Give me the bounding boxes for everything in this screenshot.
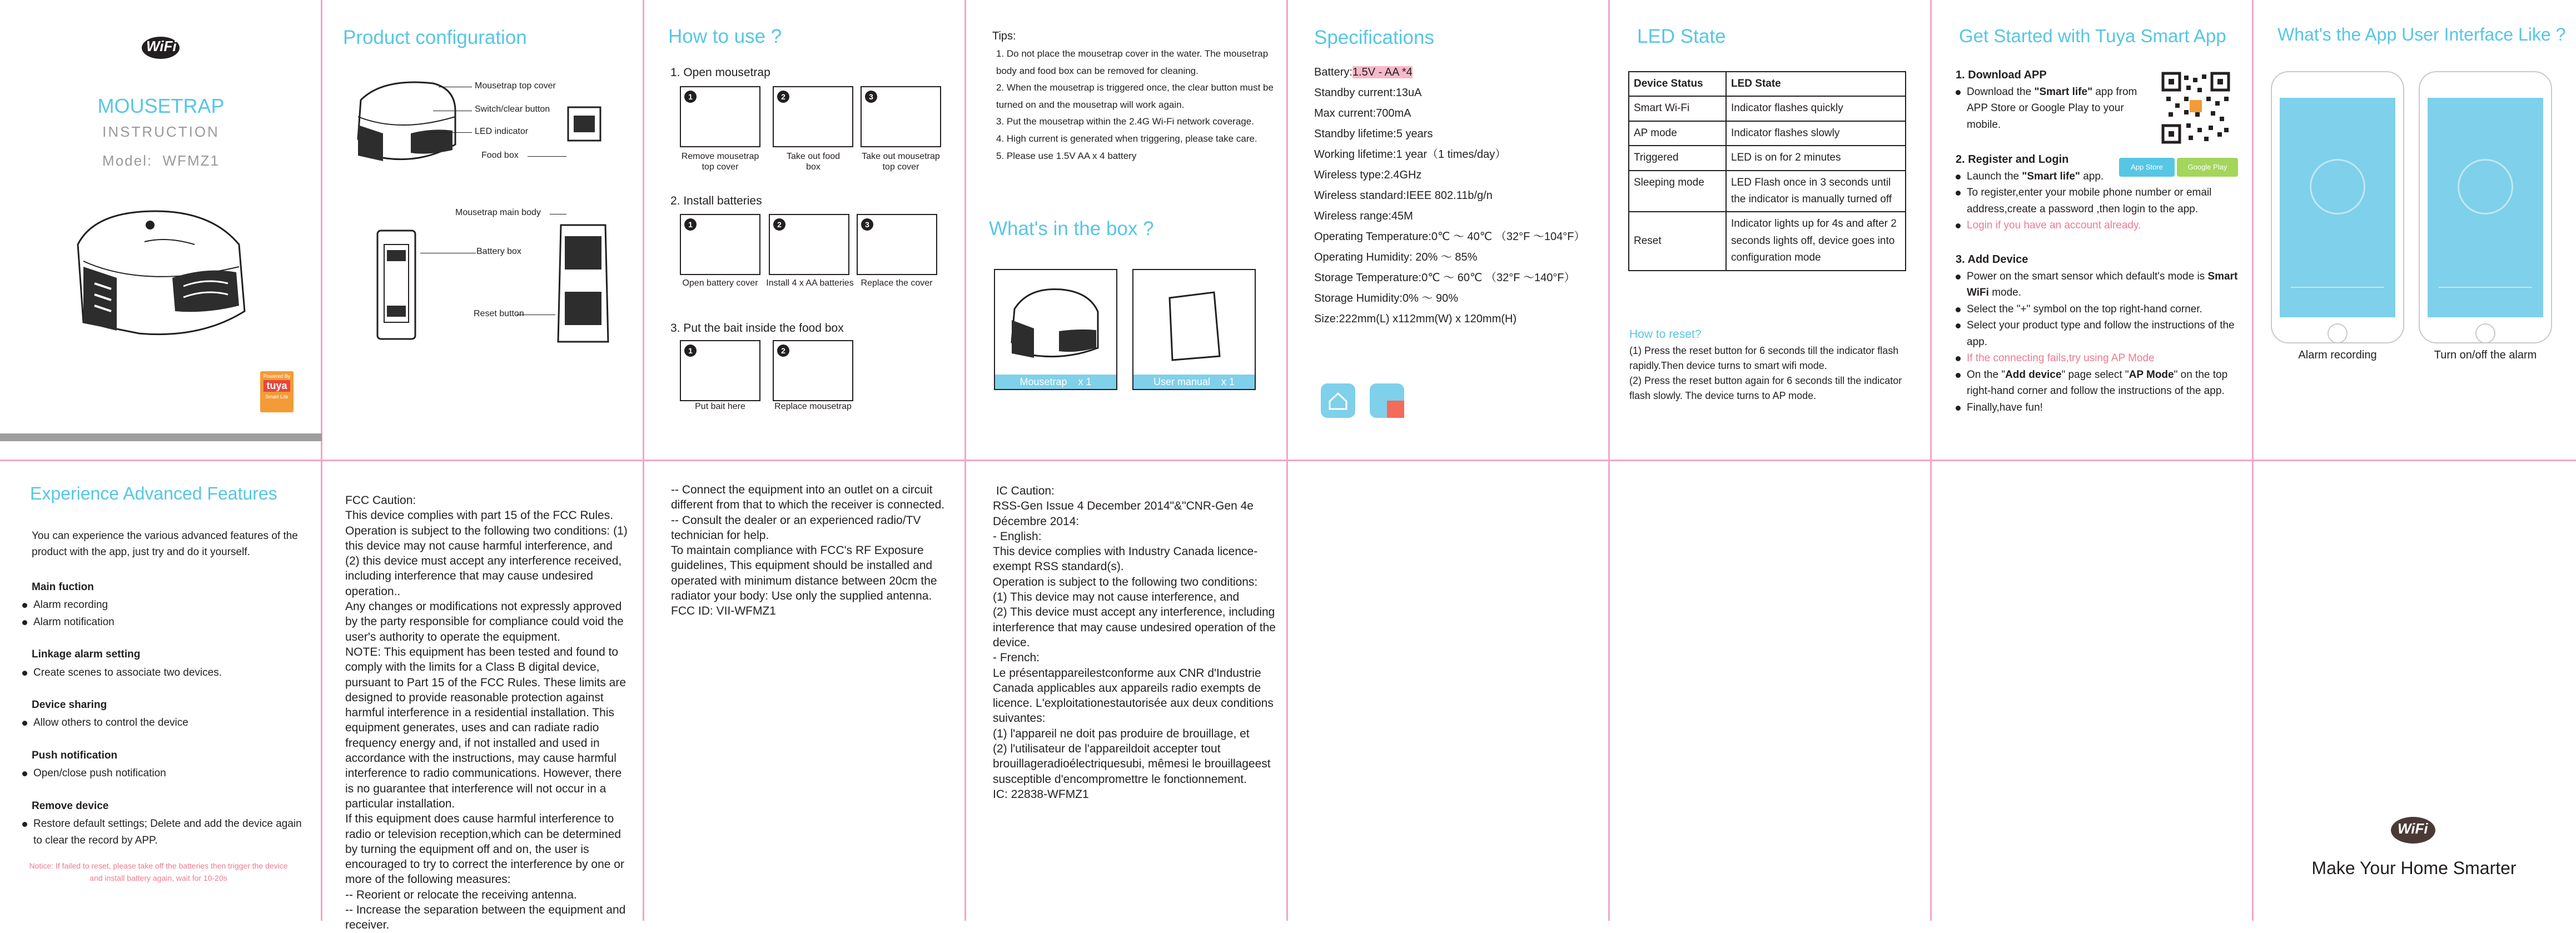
cover-title: MOUSETRAP [97,94,225,117]
mode-name: AP Mode [2129,368,2174,381]
logo-text: WiFi [2398,820,2428,837]
fcc-panel-2 [644,461,966,921]
add-device-item: If the connecting fails,try using AP Mode [1955,350,2246,366]
phone-screen-2 [2428,98,2543,317]
text-segment: " page select " [2061,368,2129,381]
spec-battery-value: 1.5V - AA *4 [1352,66,1413,78]
spec-item: Standby current:13uA [1314,87,1422,99]
google-play-badge[interactable]: Google Play [2177,158,2238,177]
fcc-text-1: FCC Caution: This device complies with part 15 of the FCC Rules. Operation is subject to the following two conditions: (1) this device may not cause harmful interference, and (2) this device must accept any interference received, including interference that may cause undesired operation.. Any changes or modifications not expressly approved by the party responsible for compliance could void the user's authority to operate the equipment. NOTE: This equipment has been tested and found to comply with the limits for a Class B digital device, pursuant to Part 15 of the FCC Rules. These limits are designed to provide reasonable protection against harmful interference in a residential installation. This equipment generates, uses and can radiate radio frequency energy and, if not installed and used in accordance with the instructions, may cause harmful interference to radio communications. However, there is no guarantee that interference will not occur in a particular installation. If this equipment does cause harmful interference to radio or television reception,which can be determined by turning the equipment off and on, the user is encouraged to try to correct the interference by one or more of the following measures: -- Reorient or relocate the receiving antenna. -- Increase the separation between the equipment and receiver. [345,494,628,932]
badge-brand-text: tuya [263,380,290,392]
step1-image-2: 2 [773,86,853,147]
box-label-manual: User manual x 1 [1133,375,1255,389]
add-device-item [1955,268,2246,301]
step3-title: 3. Put the bait inside the food box [670,322,844,335]
step2-image-2: 2 [769,214,849,275]
callout-line [528,156,566,157]
get-started-panel [1931,0,2253,460]
table-row [1629,121,1906,146]
cell-status: AP mode [1629,121,1726,146]
tuya-badge [260,371,294,412]
text-segment: app. [2080,171,2104,182]
get-started-title: Get Started with Tuya Smart App [1959,26,2226,46]
spec-item: Storage Humidity:0% ～ 90% [1314,292,1459,305]
add-device-item: Finally,have fun! [1955,400,2246,416]
cover-subtitle: INSTRUCTION [102,123,220,140]
product-config-panel [322,0,644,460]
wifi-logo-icon [134,27,187,61]
phone-screen-1 [2280,98,2395,317]
advanced-intro: You can experience the various advanced features of the product with the app, just try and do it yourself. [32,530,298,558]
add-device-title: 3. Add Device [1956,253,2028,266]
step1-title: 1. Open mousetrap [670,66,770,79]
cell-status: Reset [1629,212,1726,270]
mode-name: Smart WiFi [1967,271,2238,299]
register-title: 2. Register and Login [1956,153,2069,166]
how-to-use-panel [644,0,966,460]
wifi-logo-icon [2386,811,2440,846]
step3-caption-1: Put bait here [695,402,745,411]
step1-image-1: 1 [680,86,760,147]
home-app-icon [1321,383,1355,418]
alarm-record-icon [2310,159,2365,214]
feature-item: Open/close push notification [21,765,310,782]
screen-toolbar [2439,287,2532,288]
spec-item: Size:222mm(L) x112mm(W) x 120mm(H) [1314,313,1517,325]
tip-item: 2. When the mousetrap is triggered once, the clear button must be turned on and the mousetrap will work again. [996,82,1274,110]
tip-item: 1. Do not place the mousetrap cover in the water. The mousetrap body and food box can be removed for cleaning. [996,48,1269,76]
spec-battery [1314,62,1603,83]
callout-line [427,132,472,133]
feature-item: Create scenes to associate two devices. [21,665,310,681]
cell-state: LED is on for 2 minutes [1726,146,1906,170]
spec-item: Max current:700mA [1314,107,1411,119]
header-led-state: LED State [1726,72,1906,96]
home-button-icon [2475,323,2495,343]
top-cover-label: Mousetrap top cover [475,81,556,91]
back-cover-panel [2253,461,2575,921]
cover-panel [0,0,322,460]
download-instruction [1955,84,2144,133]
app-ui-title: What's the App User Interface Like ? [2277,24,2566,44]
logo-text: WiFi [146,38,177,54]
step1-caption-2: Take out food box [786,152,841,172]
text-segment: Power on the smart sensor which default's mode is [1967,271,2208,282]
push-title: Push notification [32,749,118,761]
step3-image-2: 2 [773,340,853,401]
alarm-toggle-icon [2458,159,2513,214]
cell-state: Indicator flashes quickly [1726,96,1906,121]
food-box-image [565,102,604,149]
step2-caption-1: Open battery cover [682,278,758,288]
step3-image-1: 1 [680,340,760,401]
step2-caption-3: Replace the cover [861,278,933,288]
app-ui-panel [2253,0,2575,460]
step2-image-3: 3 [857,214,937,275]
specs-list [1314,62,1603,330]
how-to-use-title: How to use ? [668,26,782,47]
led-table-header [1629,72,1906,96]
food-box-label: Food box [481,151,519,160]
spec-item: Operating Temperature:0℃ ～ 40℃ （32°F ～104°F） [1314,231,1585,243]
app-name: "Smart life" [2022,171,2080,182]
slogan: Make Your Home Smarter [2311,858,2517,878]
phone-mockup-2 [2419,71,2552,343]
table-row [1629,212,1906,270]
register-section [1955,151,2244,234]
text-segment: mode. [1988,287,2022,299]
tuya-icon-corner [1387,401,1404,418]
ic-text: IC Caution: RSS-Gen Issue 4 December 2014"&"CNR-Gen 4e Décembre 2014: - English: This device complies with Industry Canada licence-exempt RSS standard(s). Operation is subject to the following two conditions: (1) This device may not cause interference, and (2) This device must accept any interference, including interference that may cause undesired operation of the device. - French: Le présentappareilestconforme aux CNR d'Industrie Canada applicables aux appareils radio exempts de licence. L'exploitationestautorisée aux deux conditions suivantes: (1) l'appareil ne doit pas produire de brouillage, et (2) l'utilisateur de l'appareildoit accepter tout brouillageradioélectriquesubi, mêmesi le brouillageest susceptible d'encompromettre le fonctionnement. IC: 22838-WFMZ1 [993,485,1276,801]
badge-top-text: Powered By [263,373,291,379]
spec-battery-label: Battery: [1314,66,1352,78]
add-device-item: Select your product type and follow the instructions of the app. [1955,317,2246,350]
led-indicator-label: LED indicator [475,127,529,136]
step2-caption-2: Install 4 x AA batteries [766,278,854,288]
header-device-status: Device Status [1629,72,1726,96]
step2-image-1: 1 [680,214,760,275]
screen1-caption: Alarm recording [2298,349,2377,361]
tip-item: 5. Please use 1.5V AA x 4 battery [996,150,1137,161]
spec-item: Operating Humidity: 20% ～ 85% [1314,251,1478,263]
feature-item: Alarm recording [21,597,310,613]
reset-notice: Notice: If failed to reset, please take off the batteries then trigger the device and install battery again, wait for 10-20s [29,861,288,883]
qr-code [2162,72,2230,143]
cell-state: Indicator lights up for 4s and after 2 seconds lights off, device goes into configuration mode [1726,212,1906,270]
tip-item: 4. High current is generated when triggering, please take care. [996,133,1257,144]
battery-box-image [375,228,419,347]
spec-item: Storage Temperature:0℃ ～ 60℃ （32°F ～140°F） [1314,272,1575,284]
box-label-mousetrap: Mousetrap x 1 [995,375,1116,389]
fcc-panel-1 [322,461,644,932]
feature-list [21,572,310,850]
cover-bottom-bar [0,433,322,441]
box-item-mousetrap [994,269,1117,390]
fcc-text-2: -- Connect the equipment into an outlet on a circuit different from that to which the receiver is connected. -- Consult the dealer or an experienced radio/TV technician for help. To maintain compliance with FCC's RF Exposure guidelines, This equipment should be installed and operated with minimum distance between 20cm the radiator your body: Use only the supplied antenna. FCC ID: VII-WFMZ1 [671,483,945,618]
battery-box-label: Battery box [476,247,521,256]
phone-mockup-1 [2271,71,2404,343]
spec-item: Wireless range:45M [1314,210,1413,222]
advanced-title: Experience Advanced Features [30,483,277,503]
spec-item: Working lifetime:1 year（1 times/day） [1314,148,1506,161]
app-name: "Smart life" [2034,86,2093,98]
reset-title: How to reset? [1629,328,1702,341]
reset-text-2: (2) Press the reset button again for 6 seconds till the indicator flash slowly. The device turns to AP mode. [1629,375,1902,401]
cell-state: LED Flash once in 3 seconds until the indicator is manually turned off [1726,171,1906,212]
screen2-caption: Turn on/off the alarm [2434,349,2537,361]
add-device-section [1955,251,2246,416]
product-config-title: Product configuration [343,27,527,48]
tips-list [996,46,1274,164]
text-segment: Launch the [1967,171,2022,182]
spec-item: Standby lifetime:5 years [1314,128,1433,140]
blank-panel [1931,461,2253,921]
download-section [1955,67,2144,133]
linkage-title: Linkage alarm setting [32,648,141,661]
led-table [1628,71,1906,271]
specs-title: Specifications [1314,27,1434,48]
text-segment: Download the [1967,86,2035,98]
mousetrap-image [61,194,261,353]
feature-item: Allow others to control the device [21,715,310,731]
box-title: What's in the box ? [989,218,1154,240]
reset-button-label: Reset button [474,309,524,318]
badge-bottom-text: Smart Life [265,394,289,400]
main-body-label: Mousetrap main body [455,208,541,217]
table-row [1629,171,1906,212]
cell-status: Sleeping mode [1629,171,1726,212]
tips-panel [966,0,1287,460]
remove-title: Remove device [32,800,109,812]
tuya-app-icon [1370,383,1404,418]
text-segment: On the " [1967,368,2006,381]
feature-item: Restore default settings; Delete and add the device again to clear the record by APP. [21,816,310,850]
tip-item: 3. Put the mousetrap within the 2.4G Wi-Fi network coverage. [996,116,1254,127]
home-button-icon [2328,323,2348,343]
cell-state: Indicator flashes slowly [1726,121,1906,146]
switch-button-label: Switch/clear button [475,104,550,114]
advanced-panel [0,461,322,921]
cover-model: Model: WFMZ1 [102,152,220,169]
box-item-manual [1132,269,1256,390]
ic-panel [966,461,1287,921]
spec-item: Wireless standard:IEEE 802.11b/g/n [1314,189,1493,202]
register-item: Login if you have an account already. [1955,217,2244,233]
table-row [1629,96,1906,121]
blank-panel [1609,461,1931,921]
reset-text-1: (1) Press the reset button for 6 seconds till the indicator flash rapidly.Then device turns to smart wifi mode. [1629,345,1899,371]
mousetrap-side-image [350,72,461,175]
cell-status: Smart Wi-Fi [1629,96,1726,121]
cell-status: Triggered [1629,146,1726,170]
spec-item: Wireless type:2.4GHz [1314,169,1422,181]
text-segment: " on the top right-hand corner and follow the instructions of the app. [1967,368,2228,397]
step1-image-3: 3 [861,86,941,147]
page-name: Add device [2005,368,2062,381]
main-body-image [553,219,614,350]
step3-caption-2: Replace mousetrap [774,402,852,411]
specs-panel [1287,0,1609,460]
table-row [1629,146,1906,170]
led-panel [1609,0,1931,460]
app-store-badge[interactable]: App Store [2119,158,2175,177]
screen-toolbar [2291,287,2384,288]
step1-caption-1: Remove mousetrap top cover [681,152,759,172]
register-item: To register,enter your mobile phone number or email address,create a password ,then login to the app. [1955,184,2244,217]
register-item [1955,168,2244,184]
led-title: LED State [1637,26,1726,47]
download-title: 1. Download APP [1956,69,2047,81]
step2-title: 2. Install batteries [670,194,762,207]
step1-caption-3: Take out mousetrap top cover [862,152,940,172]
main-function-title: Main fuction [32,581,94,593]
feature-item: Alarm notification [21,614,310,631]
add-device-item: Select the "+" symbol on the top right-hand corner. [1955,301,2246,317]
tips-title: Tips: [992,30,1016,42]
add-device-item [1955,367,2246,400]
blank-panel [1287,461,1609,921]
text-segment: app from APP Store or Google Play to your mobile. [1967,86,2137,131]
sharing-title: Device sharing [32,698,107,711]
